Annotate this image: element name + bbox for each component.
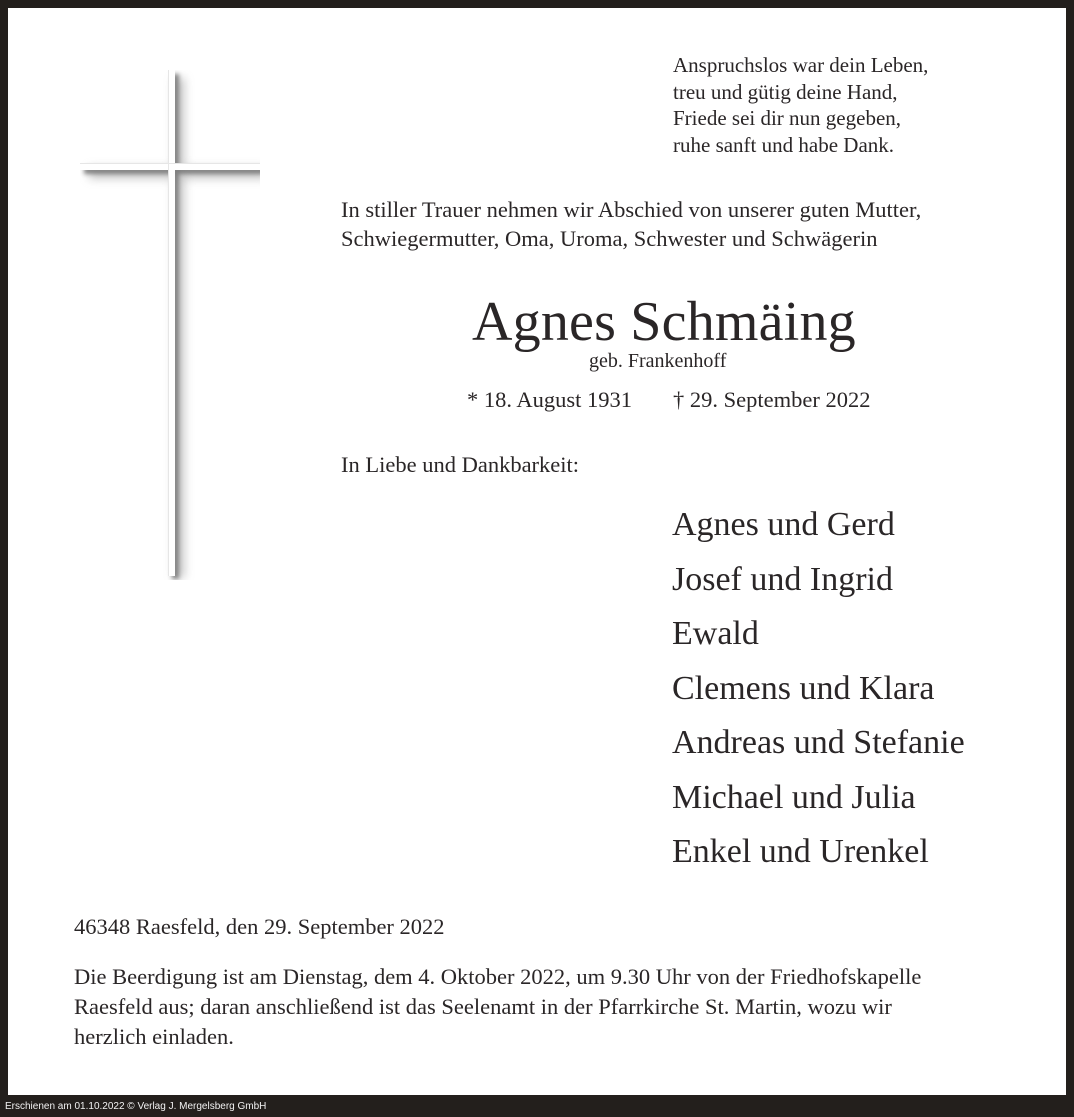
intro-line: Schwiegermutter, Oma, Uroma, Schwester und Schwägerin	[341, 226, 878, 251]
mourner: Agnes und Gerd	[672, 506, 895, 543]
closing-phrase: In Liebe und Dankbarkeit:	[341, 452, 580, 477]
intro-text	[341, 195, 921, 253]
intro-line: In stiller Trauer nehmen wir Abschied von unserer guten Mutter,	[341, 197, 922, 222]
place-date: 46348 Raesfeld, den 29. September 2022	[74, 914, 445, 939]
mourner: Josef und Ingrid	[672, 560, 893, 598]
maiden-name: geb. Frankenhoff	[589, 350, 727, 372]
funeral-line: Raesfeld aus; daran anschließend ist das Seelenamt in der Pfarrkirche St. Martin, wozu wir	[74, 994, 892, 1019]
mourner: Ewald	[672, 615, 759, 652]
verse-line: Friede sei dir nun gegeben,	[673, 106, 902, 130]
mourner: Clemens und Klara	[672, 669, 935, 707]
verse	[673, 52, 928, 158]
mourner: Michael und Julia	[672, 778, 916, 816]
verse-line: Anspruchslos war dein Leben,	[673, 53, 929, 77]
funeral-line: herzlich einladen.	[74, 1024, 234, 1049]
funeral-line: Die Beerdigung ist am Dienstag, dem 4. Oktober 2022, um 9.30 Uhr von der Friedhofskapelle	[74, 964, 922, 989]
verse-line: treu und gütig deine Hand,	[673, 79, 898, 104]
death-date: † 29. September 2022	[673, 387, 871, 412]
mourner: Enkel und Urenkel	[672, 833, 929, 870]
cross-icon	[80, 70, 260, 580]
obituary-notice	[8, 8, 1066, 1095]
publication-footer: Erschienen am 01.10.2022 © Verlag J. Mergelsberg GmbH	[5, 1101, 267, 1112]
mourner: Andreas und Stefanie	[672, 724, 965, 761]
mourners-list	[672, 498, 965, 880]
deceased-name: Agnes Schmäing	[472, 291, 856, 353]
birth-date: * 18. August 1931	[467, 387, 633, 412]
verse-line: ruhe sanft und habe Dank.	[673, 132, 895, 157]
funeral-notice	[74, 962, 921, 1052]
